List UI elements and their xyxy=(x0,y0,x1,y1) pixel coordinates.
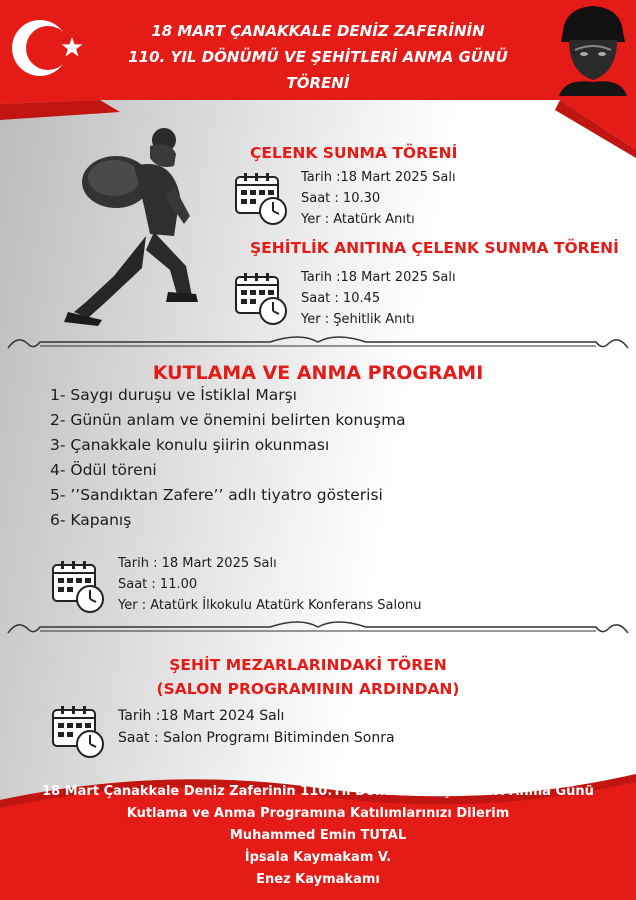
header-title-line1: 18 MART ÇANAKKALE DENİZ ZAFERİNİN xyxy=(151,22,485,40)
ceremony-2-date: Tarih :18 Mart 2025 Salı xyxy=(301,270,456,285)
footer-line2: Kutlama ve Anma Programına Katılımlarınızı Dilerim xyxy=(126,806,510,821)
ornament-divider-icon xyxy=(0,615,636,641)
ceremony-1-place: Yer : Atatürk Anıtı xyxy=(301,212,415,227)
ceremony-2-title: ŞEHİTLİK ANITINA ÇELENK SUNMA TÖRENİ xyxy=(250,239,619,257)
graves-title-line1: ŞEHİT MEZARLARINDAKİ TÖREN xyxy=(169,656,447,674)
footer-line1: 18 Mart Çanakkale Deniz Zaferinin 110.Yıl Dönümü ve Şehitleri Anma Günü xyxy=(42,784,594,799)
header-title-line3: TÖRENİ xyxy=(286,74,350,92)
ceremony-1-time: Saat : 10.30 xyxy=(301,191,381,206)
program-item-6: 6- Kapanış xyxy=(50,511,132,529)
graves-date: Tarih :18 Mart 2024 Salı xyxy=(118,708,285,724)
graves-title-line2: (SALON PROGRAMININ ARDINDAN) xyxy=(156,680,460,698)
program-title: KUTLAMA VE ANMA PROGRAMI xyxy=(152,362,484,384)
program-item-3: 3- Çanakkale konulu şiirin okunması xyxy=(50,436,330,454)
program-item-2: 2- Günün anlam ve önemini belirten konuşma xyxy=(50,411,406,429)
program-item-1: 1- Saygı duruşu ve İstiklal Marşı xyxy=(50,386,297,404)
calendar-clock-icon xyxy=(50,704,106,760)
footer-title1: İpsala Kaymakam V. xyxy=(244,850,392,865)
ataturk-portrait-icon xyxy=(555,2,631,96)
footer-title2: Enez Kaymakamı xyxy=(256,872,380,887)
program-time: Saat : 11.00 xyxy=(118,577,198,592)
header-title-line2: 110. YIL DÖNÜMÜ VE ŞEHİTLERİ ANMA GÜNÜ xyxy=(128,48,508,66)
program-place: Yer : Atatürk İlkokulu Atatürk Konferans Salonu xyxy=(118,598,422,613)
calendar-clock-icon xyxy=(233,271,289,327)
program-item-4: 4- Ödül töreni xyxy=(50,461,157,479)
soldier-statue-icon xyxy=(62,126,202,326)
ornament-divider-icon xyxy=(0,330,636,356)
ceremony-1-date: Tarih :18 Mart 2025 Salı xyxy=(301,170,456,185)
calendar-clock-icon xyxy=(233,171,289,227)
turkish-flag-icon xyxy=(6,14,86,84)
ceremony-1-title: ÇELENK SUNMA TÖRENİ xyxy=(250,144,458,162)
program-item-5: 5- ’’Sandıktan Zafere’’ adlı tiyatro gösterisi xyxy=(50,486,383,504)
graves-time: Saat : Salon Programı Bitiminden Sonra xyxy=(118,730,395,746)
program-date: Tarih : 18 Mart 2025 Salı xyxy=(118,556,277,571)
calendar-clock-icon xyxy=(50,559,106,615)
ceremony-2-place: Yer : Şehitlik Anıtı xyxy=(301,312,415,327)
ceremony-2-time: Saat : 10.45 xyxy=(301,291,381,306)
footer-name: Muhammed Emin TUTAL xyxy=(229,828,407,843)
